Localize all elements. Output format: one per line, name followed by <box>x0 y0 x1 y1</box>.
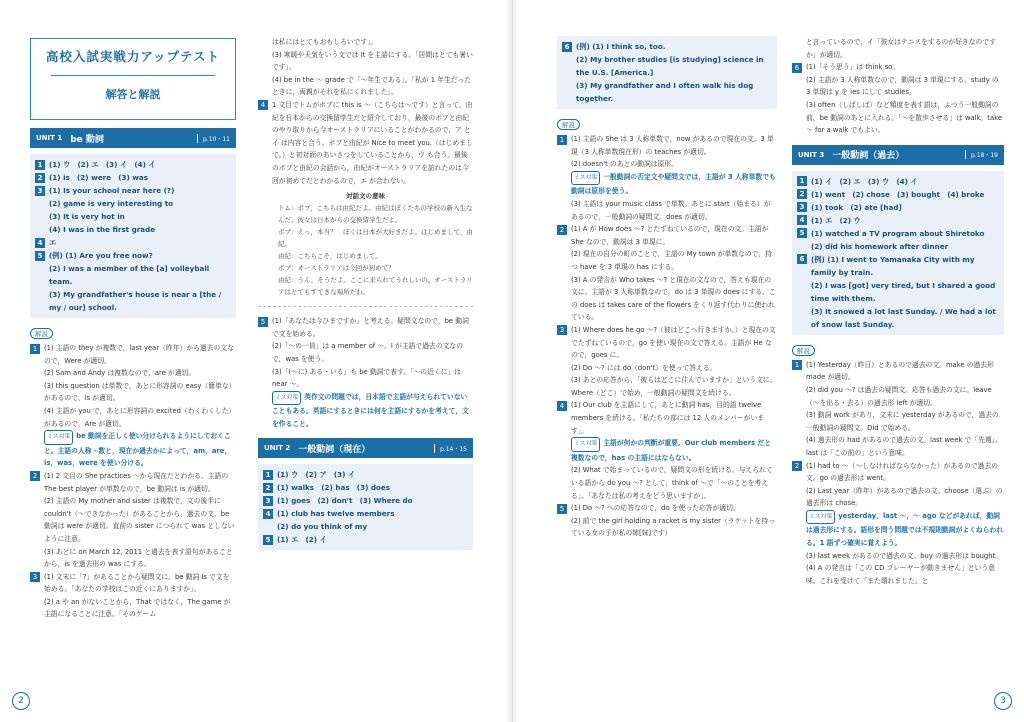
left-column-2 <box>258 36 473 558</box>
right-column-2 <box>792 36 1004 587</box>
miss-badge: ミス対策 <box>806 510 835 525</box>
answer-row: (3) My grandfather and I often walk his dog together. <box>576 81 754 103</box>
unit3-answers <box>792 171 1004 335</box>
explanation: (2) 前で the girl holding a racket is my sister（ラケットを持っている女の子が私の姉[妹]です） <box>571 516 776 538</box>
answer-row: 6 (例) (1) I went to Yamanaka City with my family by train. <box>797 253 999 279</box>
explanation: (3) 主語は your music class で単数。あとに start（始まる）があるので，一般動詞の疑問文。does が適切。 <box>571 199 771 221</box>
dialog-heading: 対話文の意味 <box>346 192 385 201</box>
page-title: 高校入試実戦力アップテスト <box>45 49 221 64</box>
answer-row: (4) I was in the first grade <box>49 225 156 234</box>
answer-row: 4 (1) club has twelve members <box>263 507 468 520</box>
explanation: (2) doesn't のあとの動詞は原形。 <box>571 160 678 169</box>
explanation: 4 1 文目でトムがボブに this is ～（こちらは～です）と言って，由紀を日本からの交換留学生だと紹介しており，最後のボブと由紀のやり取りから今オーストラリアにいることがわかるので，ア とイ は内容と合う。ボブと由紀が Nice to meet you.（はじめまして。）と初対面のあいさつをしていることから，ウ も合う。最後のボブと由紀の会話から，由紀がオーストラリアを訪れたのは今回が初めてだとわかるので，エ が合わない。 <box>258 99 473 187</box>
title-divider <box>51 75 215 76</box>
dialog-line: ボブ：オーストラリアは今回が初めて？ <box>278 264 395 273</box>
explanation: 6 (1)「そう思う」は think so。 <box>792 61 1004 74</box>
miss-badge: ミス対策 <box>44 430 73 445</box>
unit-number: UNIT 2 <box>264 444 291 453</box>
unit-pages: p.14・15 <box>434 444 467 453</box>
explanation: 1 (1) Yesterday（昨日）とあるので過去の文。make の過去形 made が適切。 <box>792 359 1004 384</box>
explanation: (3) 動詞 work があり，文末に yesterday があるので，過去の一般動詞の疑問文。Did で始める。 <box>806 411 999 432</box>
unit-pages: p.18・19 <box>965 150 998 159</box>
explanation: (3) あとの応答から，「彼らはどこに住んでいますか」という文に。Where（どこ）で始め，一般動詞の疑問文を続ける。 <box>571 376 777 397</box>
explanation: (4) A の発言は「この CD プレーヤーが動きません」という意味。これを受けて「また壊れました」と <box>806 564 995 585</box>
answer-row: 4 エ <box>35 236 231 249</box>
dialog-line: ボブ：えっ，本当？ ぼくは日本が大好きだよ。はじめまして，由紀。 <box>278 228 473 249</box>
answer-row: (2) game is very interesting to <box>49 199 174 208</box>
kaisetsu-label: 解説 <box>30 328 53 339</box>
explanation: (3) this question は単数で，あとに形容詞の easy（簡単な）があるので，is が適切。 <box>44 381 236 403</box>
answer-row: 5 (1) エ (2) イ <box>263 533 468 546</box>
unit3-header <box>792 145 1004 165</box>
unit2-header <box>258 438 473 458</box>
answer-row: (2) I was a member of the [a] volleyball team. <box>49 264 210 286</box>
explanation: 1 (1) 主語の She は 3 人称単数で，now があるので現在の文。3 単現（3 人称単数現在形）の teaches が適切。 <box>557 133 777 158</box>
unit-number: UNIT 1 <box>36 134 63 142</box>
explanation: 3 (1) Where does he go ～?（彼はどこへ行きますか。）と現在の文でたずねているので，go を使い現在の文で答える。主語が He なので，goes に。 <box>557 324 777 362</box>
dialog-line: トム：ボブ，こちらは由紀だよ。由紀はぼくたちの学校の新入生なんだ。彼女は日本からの交換留学生だよ。 <box>278 204 473 225</box>
answer-row: 1 (1) ウ (2) エ (3) イ (4) イ <box>35 158 231 171</box>
answer-row: (3) It snowed a lot last Sunday. / We had a lot of snow last Sunday. <box>811 306 996 329</box>
miss-badge: ミス対策 <box>272 391 301 406</box>
answer-row: 3 (1) Is your school near here (?) <box>35 184 231 197</box>
kaisetsu-label: 解説 <box>557 119 580 130</box>
unit-title: 一般動詞（過去） <box>832 151 905 162</box>
page-number-right: 3 <box>994 692 1012 710</box>
explanation: 2 (1) 2 文目の She practices ～から現在だとわかる。主語の The best player が単数なので，be 動詞は is が適切。 <box>30 470 236 495</box>
explanation: (3) A の発言が Who takes ～? と現在の文なので，答えも現在の文に。主語が 3 人称単数なので，do は 3 単現の does にする。この does は takes care of the flowers をくり返す代わりに使われている。 <box>571 275 776 322</box>
answer-row: 1 (1) イ (2) エ (3) ウ (4) イ <box>797 175 999 188</box>
left-column-1 <box>30 38 236 621</box>
answer-row: 3 (1) goes (2) don't (3) Where do <box>263 494 468 507</box>
explanation: (4) be in the ～ grade で「～年生である」。「私が 1 年生だったときに，両親がそれを私にくれました」。 <box>272 75 472 97</box>
answer-row: 5 (例) (1) Are you free now? <box>35 249 231 262</box>
explanation: (3)「(～に) ある・いる」も be 動詞で表す。「～の近くに」は near ～。 <box>272 367 462 389</box>
explanation: (2) Do ～? には do（don't）を使って答える。 <box>571 363 717 372</box>
explanation: (3) often（しばしば）など頻度を表す語は，ふつう一般動詞の前，be 動詞のあとに入れる。「～を散歩させる」は walk。take ～ for a walk でもよい。 <box>806 100 1002 135</box>
answer-row: 2 (1) went (2) chose (3) bought (4) broke <box>797 188 999 201</box>
miss-note: ミス対策 主語が何かの判断が重要。Our club members だと複数なので，has の主語にはならない。 <box>571 439 772 462</box>
page-number-left: 2 <box>12 692 30 710</box>
right-page <box>512 0 1024 722</box>
explanation: (2) did you ～? は過去の疑問文。応答も過去の文に。leave（～を出る・去る）の過去形 left が適切。 <box>806 385 992 407</box>
answer-row: (2) do you think of my <box>277 522 368 532</box>
answer-row: 1 (1) ウ (2) ア (3) イ <box>263 468 468 481</box>
dialog-line: 由紀：うん，そうだよ。ここに来られてうれしいの。オーストラリアはとてもすてきな場所だわ。 <box>278 276 473 297</box>
explanation: (3) あとに on March 12, 2011 と過去を表す語句があることから，is を過去形の was にする。 <box>44 547 233 569</box>
answer-row: 5 (1) watched a TV program about Shiretoko <box>797 227 999 240</box>
unit-title: be 動詞 <box>70 134 104 145</box>
unit2-answers <box>258 464 473 550</box>
explanation: (4) 過去形の had があるので過去の文。last week で「先週」。last は「この前の」という意味。 <box>806 436 1002 457</box>
title-box <box>30 38 236 120</box>
explanation: (2) What で始まっているので，疑問文の形を続ける。与えられている語から do you ～? として，think of ～で「～のことを考える」。「あなたは私の考えをどう思いますか」。 <box>571 466 773 500</box>
unit-title: 一般動詞（現在） <box>298 444 371 455</box>
explanation: (4) 主語が you で，あとに形容詞の excited（わくわくした）があるので，Are が適切。 <box>44 406 236 428</box>
miss-note: ミス対策 yesterday，last ～，～ ago などがあれば，動詞は過去形にする。語形を問う問題では不規則動詞がよくねらわれる。1 語ずつ確実に覚えよう。 <box>806 511 1004 548</box>
explanation: (3) 寒暖や天気をいう文では It を主語にする。「居間はとても暑いです」。 <box>272 50 473 72</box>
explanation: 5 (1)「あなたは今ひまですか」と考える。疑問文なので，be 動詞で文を始める。 <box>258 315 473 340</box>
answer-row: (2) did his homework after dinner <box>811 241 949 251</box>
kaisetsu-label: 解説 <box>792 345 815 356</box>
page-subtitle: 解答と解説 <box>105 88 161 101</box>
explanation: (2) 主語が 3 人称単数なので，動詞は 3 単現にする。study の 3 単現は y を ies にして studies。 <box>806 75 999 97</box>
explanation: 2 (1) had to ～（～しなければならなかった）があるので過去の文。go の過去形は went。 <box>792 460 1004 485</box>
explanation: (2) a や an がないことから，That ではなく，The game が主語になることに注意。「そのゲーム <box>44 597 231 619</box>
explanation: (2) Sam and Andy は複数なので，are が適切。 <box>44 369 196 378</box>
answer-row: 4 (1) エ (2) ウ <box>797 214 999 227</box>
miss-note: ミス対策 一般動詞の否定文や疑問文では，主語が 3 人称単数でも動詞は原形を使う。 <box>571 172 776 196</box>
answer-row: 2 (1) walks (2) has (3) does <box>263 481 468 494</box>
explanation: (2)「～の一員」は a member of ～。I が主語で過去の文なので，was を使う。 <box>272 342 464 363</box>
explanation: (2) Last year（昨年）があるので過去の文。choose（選ぶ）の過去形は chose。 <box>806 486 1003 508</box>
miss-note: ミス対策 英作文の問題では，日本語で主語が与えられていないこともある。英語にするときには何を主語にするかを考えて，文を作ること。 <box>272 392 469 428</box>
answer-row: 3 (1) took (2) ate [had] <box>797 201 999 214</box>
right-column-1 <box>557 36 777 540</box>
explanation: (2) 主語の My mother and sister は複数で，文の後半に couldn't（～できなかった）があることから，過去の文。be 動詞は were が適切。直前の sister につられて was としないように注意。 <box>44 497 235 543</box>
answer-row: (3) It is very hot in <box>49 212 125 221</box>
answer-row: 2 (1) is (2) were (3) was <box>35 171 231 184</box>
unit-number: UNIT 3 <box>798 150 825 159</box>
answer-row: 6 (例) (1) I think so, too. <box>562 40 772 53</box>
dialog-line: 由紀：こちらこそ，はじめまして。 <box>278 252 382 261</box>
explanation: (3) last week があるので過去の文。buy の過去形は bought。 <box>806 551 1003 560</box>
explanation: 1 (1) 主語の they が複数で，last year（昨年）から過去の文なので，Were が適切。 <box>30 342 236 367</box>
answer-row: (3) My grandfather's house is near a [the / my / our] school. <box>49 290 222 312</box>
miss-badge: ミス対策 <box>571 437 600 452</box>
miss-badge: ミス対策 <box>571 171 600 186</box>
explanation: (2) 現在の自分の町のことで，主語の My town が単数なので，持つ have を 3 単現の has にする。 <box>571 250 772 271</box>
explanation: は私にはとてもおもしろいです」。 <box>272 38 378 46</box>
answer-row: (2) I was [got] very tired, but I shared a good time with them. <box>811 280 996 303</box>
explanation: 2 (1) A が How does ～? とたずねているので，現在の文。主語が She なので，動詞は 3 単現に。 <box>557 223 777 248</box>
unit-pages: p.10・11 <box>197 134 230 143</box>
explanation: 3 (1) 文末に「?」があることから疑問文に。be 動詞 Is で文を始める。「あなたの学校はこの近くにありますか」。 <box>30 571 236 596</box>
answer-row: (2) My brother studies [is studying] science in the U.S. [America.] <box>576 55 764 77</box>
divider <box>258 306 473 307</box>
unit2-answers-cont <box>557 36 777 109</box>
miss-note: ミス対策 be 動詞を正しく使い分けられるようにしておくこと。主語の人称・数と，現在か過去かによって，am，are，is，was，were を使い分ける。 <box>44 432 232 468</box>
unit1-header <box>30 128 236 148</box>
explanation: 5 (1) Do ～? への応答なので，do を使った応答が適切。 <box>557 502 777 515</box>
unit1-answers <box>30 154 236 318</box>
explanation: 4 (1) Our club を主語にして，あとに動詞 has，目的語 twelve members を続ける。「私たちの部には 12 人のメンバーがいます」。 <box>557 399 777 437</box>
explanation: と言っているので，イ「彼女はテニスをするのが好きなのですか」が適切。 <box>806 38 996 59</box>
